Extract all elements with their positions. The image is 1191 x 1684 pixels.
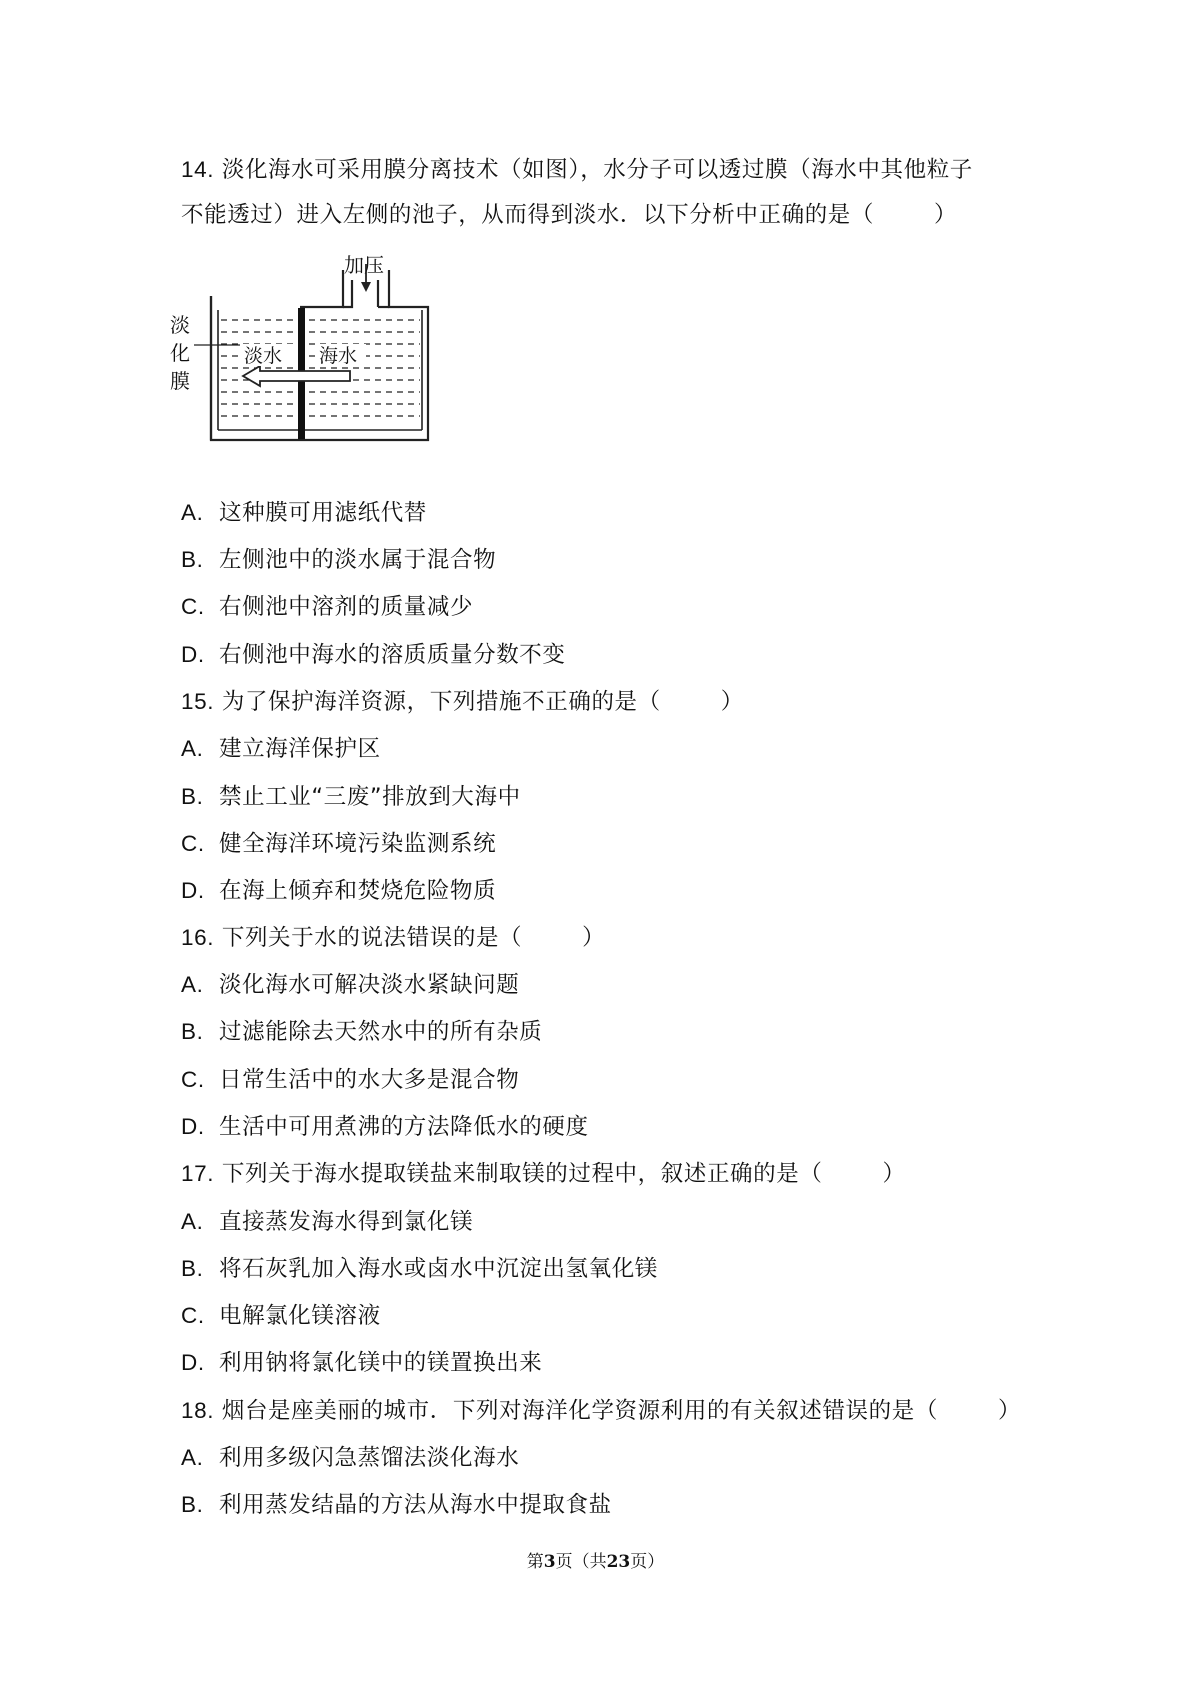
q16-close-paren: ） <box>582 925 606 951</box>
membrane-label-char1: 淡 <box>170 313 190 337</box>
q18-number: 18. <box>181 1398 215 1423</box>
option-text: 左侧池中的淡水属于混合物 <box>219 547 497 573</box>
q17-option-c <box>181 1301 381 1331</box>
q18-stem <box>181 1396 1021 1426</box>
page-number: 3 <box>543 1552 556 1572</box>
q14-option-d <box>181 640 566 670</box>
q15-stem <box>181 687 744 717</box>
footer-middle: 页（共 <box>555 1552 607 1572</box>
option-text: 建立海洋保护区 <box>219 736 381 762</box>
option-letter: C. <box>181 594 205 619</box>
q17-option-d <box>181 1348 542 1378</box>
option-text: 右侧池中海水的溶质质量分数不变 <box>219 642 566 668</box>
option-text: 利用多级闪急蒸馏法淡化海水 <box>219 1445 520 1471</box>
option-letter: B. <box>181 784 204 809</box>
q14-close-paren: ） <box>934 202 958 228</box>
q17-number: 17. <box>181 1161 215 1186</box>
q18-close-paren: ） <box>997 1398 1022 1424</box>
q18-text: 烟台是座美丽的城市．下列对海洋化学资源利用的有关叙述错误的是（ <box>221 1398 938 1424</box>
option-letter: C. <box>181 831 205 856</box>
q16-option-b <box>181 1017 542 1047</box>
q16-option-a <box>181 970 519 1000</box>
option-letter: A. <box>181 500 204 525</box>
q16-text: 下列关于水的说法错误的是（ <box>221 925 523 951</box>
q16-number: 16. <box>181 925 215 950</box>
option-text: 淡化海水可解决淡水紧缺问题 <box>219 972 520 998</box>
option-letter: D. <box>181 1350 205 1375</box>
option-letter: C. <box>181 1303 205 1328</box>
q14-text-line1: 淡化海水可采用膜分离技术（如图），水分子可以透过膜（海水中其他粒子 <box>221 157 973 183</box>
option-letter: D. <box>181 878 205 903</box>
q15-option-b <box>181 782 521 812</box>
option-text: 这种膜可用滤纸代替 <box>219 500 427 526</box>
option-letter: D. <box>181 1114 205 1139</box>
q15-number: 15. <box>181 689 215 714</box>
q15-text: 为了保护海洋资源，下列措施不正确的是（ <box>221 689 661 715</box>
q14-option-a <box>181 498 427 528</box>
page-footer <box>0 1547 1191 1572</box>
option-letter: A. <box>181 972 204 997</box>
q16-option-d <box>181 1112 589 1142</box>
option-letter: D. <box>181 642 205 667</box>
membrane-label-char3: 膜 <box>170 369 190 393</box>
q18-option-b <box>181 1490 612 1520</box>
q16-option-c <box>181 1065 519 1095</box>
q17-stem <box>181 1159 906 1189</box>
q17-close-paren: ） <box>882 1161 906 1187</box>
q14-option-b <box>181 545 496 575</box>
option-text: 健全海洋环境污染监测系统 <box>219 831 497 857</box>
footer-suffix: 页） <box>630 1552 665 1572</box>
membrane-desalination-figure <box>170 250 478 480</box>
q18-option-a <box>181 1443 519 1473</box>
q14-stem-line1 <box>181 155 973 185</box>
option-text: 右侧池中溶剂的质量减少 <box>219 594 474 620</box>
q14-stem-line2 <box>181 200 957 230</box>
total-pages: 23 <box>606 1552 631 1572</box>
option-letter: B. <box>181 547 204 572</box>
option-text: 禁止工业“三废”排放到大海中 <box>219 784 521 810</box>
footer-prefix: 第 <box>526 1552 544 1572</box>
q17-text: 下列关于海水提取镁盐来制取镁的过程中，叙述正确的是（ <box>221 1161 823 1187</box>
option-text: 电解氯化镁溶液 <box>219 1303 381 1329</box>
option-text: 日常生活中的水大多是混合物 <box>219 1067 520 1093</box>
q14-option-c <box>181 592 473 622</box>
option-text: 在海上倾弃和焚烧危险物质 <box>219 878 497 904</box>
option-letter: B. <box>181 1492 204 1517</box>
q15-option-a <box>181 734 381 764</box>
option-letter: B. <box>181 1019 204 1044</box>
q14-text-line2: 不能透过）进入左侧的池子，从而得到淡水．以下分析中正确的是（ <box>181 202 875 228</box>
option-text: 利用蒸发结晶的方法从海水中提取食盐 <box>219 1492 612 1518</box>
sea-water-label: 海水 <box>319 345 358 367</box>
fresh-water-label: 淡水 <box>244 345 283 367</box>
q15-close-paren: ） <box>720 689 744 715</box>
option-text: 过滤能除去天然水中的所有杂质 <box>219 1019 543 1045</box>
option-text: 利用钠将氯化镁中的镁置换出来 <box>219 1350 543 1376</box>
option-text: 将石灰乳加入海水或卤水中沉淀出氢氧化镁 <box>219 1256 658 1282</box>
q16-stem <box>181 923 605 953</box>
membrane-label-char2: 化 <box>170 341 190 365</box>
option-letter: C. <box>181 1067 205 1092</box>
option-text: 生活中可用煮沸的方法降低水的硬度 <box>219 1114 589 1140</box>
option-letter: A. <box>181 1209 204 1234</box>
option-text: 直接蒸发海水得到氯化镁 <box>219 1209 474 1235</box>
q17-option-b <box>181 1254 658 1284</box>
option-letter: A. <box>181 736 204 761</box>
pressure-label: 加压 <box>344 253 384 278</box>
q15-option-d <box>181 876 496 906</box>
option-letter: A. <box>181 1445 204 1470</box>
option-letter: B. <box>181 1256 204 1281</box>
q17-option-a <box>181 1207 473 1237</box>
q15-option-c <box>181 829 496 859</box>
q14-number: 14. <box>181 157 215 182</box>
